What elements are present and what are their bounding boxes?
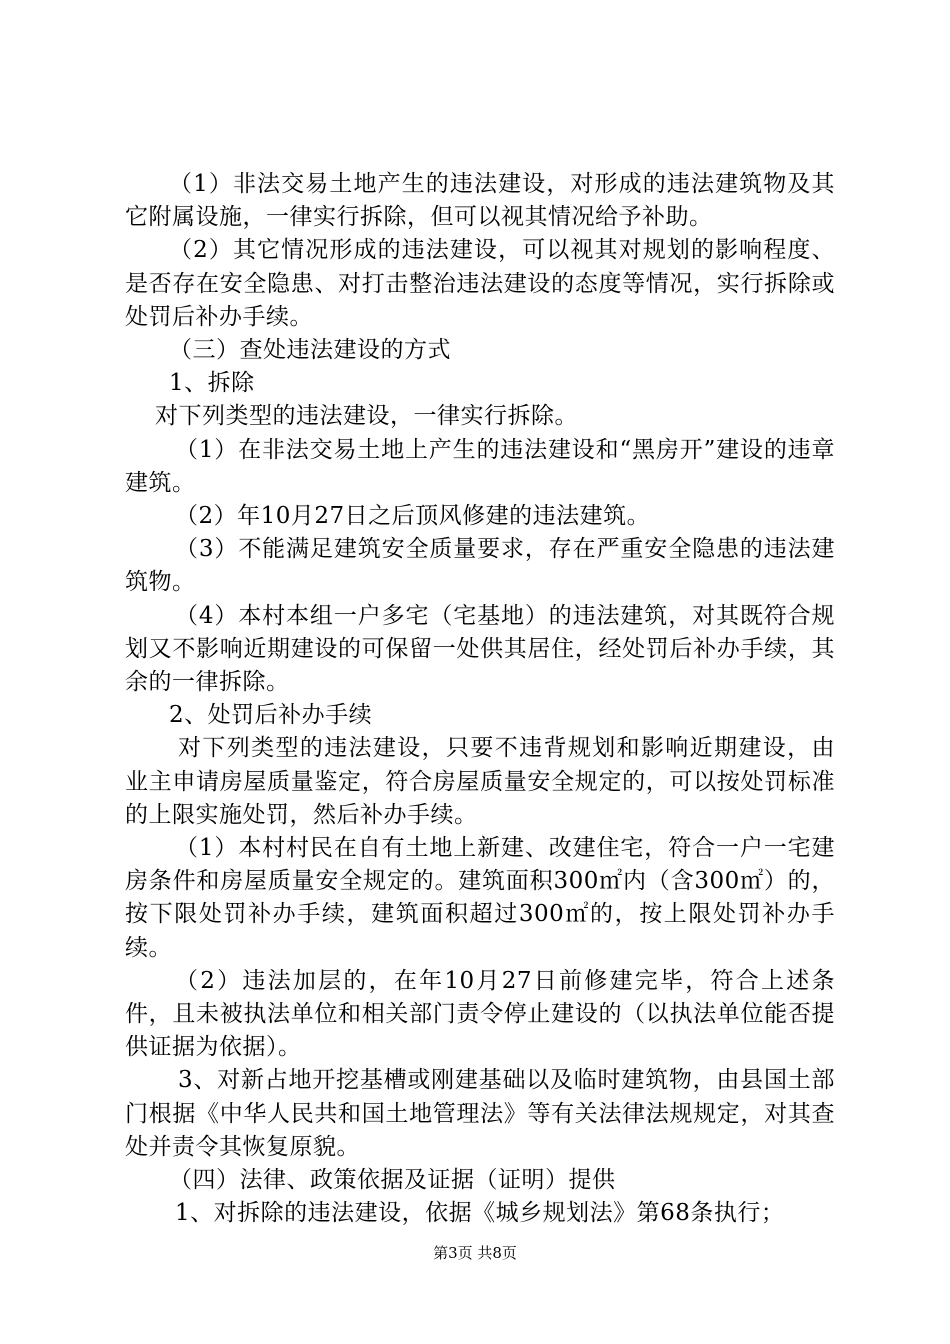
heading-demolition: 1、拆除 bbox=[169, 370, 255, 397]
heading-legal-basis: （四）法律、政策依据及证据（证明）提供 bbox=[169, 1167, 616, 1194]
page-number-label: 第3页 共8页 bbox=[433, 1244, 517, 1262]
paragraph-demolition-item-1: （1）在非法交易土地上产生的违法建设和“黑房开”建设的违章建筑。 bbox=[125, 436, 835, 496]
paragraph-demolition-intro: 对下列类型的违法建设，一律实行拆除。 bbox=[155, 403, 578, 430]
paragraph-other-situations: （2）其它情况形成的违法建设，可以视其对规划的影响程度、是否存在安全隐患、对打击整治违法建设的态度等情况，实行拆除或处罚后补办手续。 bbox=[125, 237, 835, 330]
paragraph-illegal-land-transaction: （1）非法交易土地产生的违法建设，对形成的违法建筑物及其它附属设施，一律实行拆除，但可以视其情况给予补助。 bbox=[125, 171, 835, 231]
paragraph-demolition-item-2: （2）年10月27日之后顶风修建的违法建筑。 bbox=[175, 503, 651, 530]
paragraph-penalty-intro: 对下列类型的违法建设，只要不违背规划和影响近期建设，由业主申请房屋质量鉴定，符合房屋质量安全规定的，可以按处罚标准的上限实施处罚，然后补办手续。 bbox=[125, 735, 835, 828]
heading-penalty-procedures: 2、处罚后补办手续 bbox=[169, 702, 373, 729]
paragraph-penalty-item-2: （2）违法加层的，在年10月27日前修建完毕，符合上述条件，且未被执法单位和相关部门责令停止建设的（以执法单位能否提供证据为依据）。 bbox=[125, 967, 835, 1061]
paragraph-demolition-item-4: （4）本村本组一户多宅（宅基地）的违法建筑，对其既符合规划又不影响近期建设的可保留一处供其居住，经处罚后补办手续，其余的一律拆除。 bbox=[125, 602, 835, 696]
paragraph-new-occupation: 3、对新占地开挖基槽或刚建基础以及临时建筑物，由县国土部门根据《中华人民共和国土地管理法》等有关法律法规规定，对其查处并责令其恢复原貌。 bbox=[125, 1067, 835, 1160]
document-body bbox=[125, 168, 835, 1231]
paragraph-demolition-item-3: （3）不能满足建筑安全质量要求，存在严重安全隐患的违法建筑物。 bbox=[125, 536, 835, 596]
page-footer bbox=[0, 1243, 950, 1263]
paragraph-penalty-item-1: （1）本村村民在自有土地上新建、改建住宅，符合一户一宅建房条件和房屋质量安全规定的。建筑面积300㎡内（含300㎡）的，按下限处罚补办手续，建筑面积超过300㎡的，按上限处罚补办手续。 bbox=[125, 835, 835, 961]
heading-enforcement-methods: （三）查处违法建设的方式 bbox=[169, 337, 451, 364]
paragraph-legal-basis-item-1: 1、对拆除的违法建设，依据《城乡规划法》第68条执行； bbox=[175, 1200, 785, 1227]
